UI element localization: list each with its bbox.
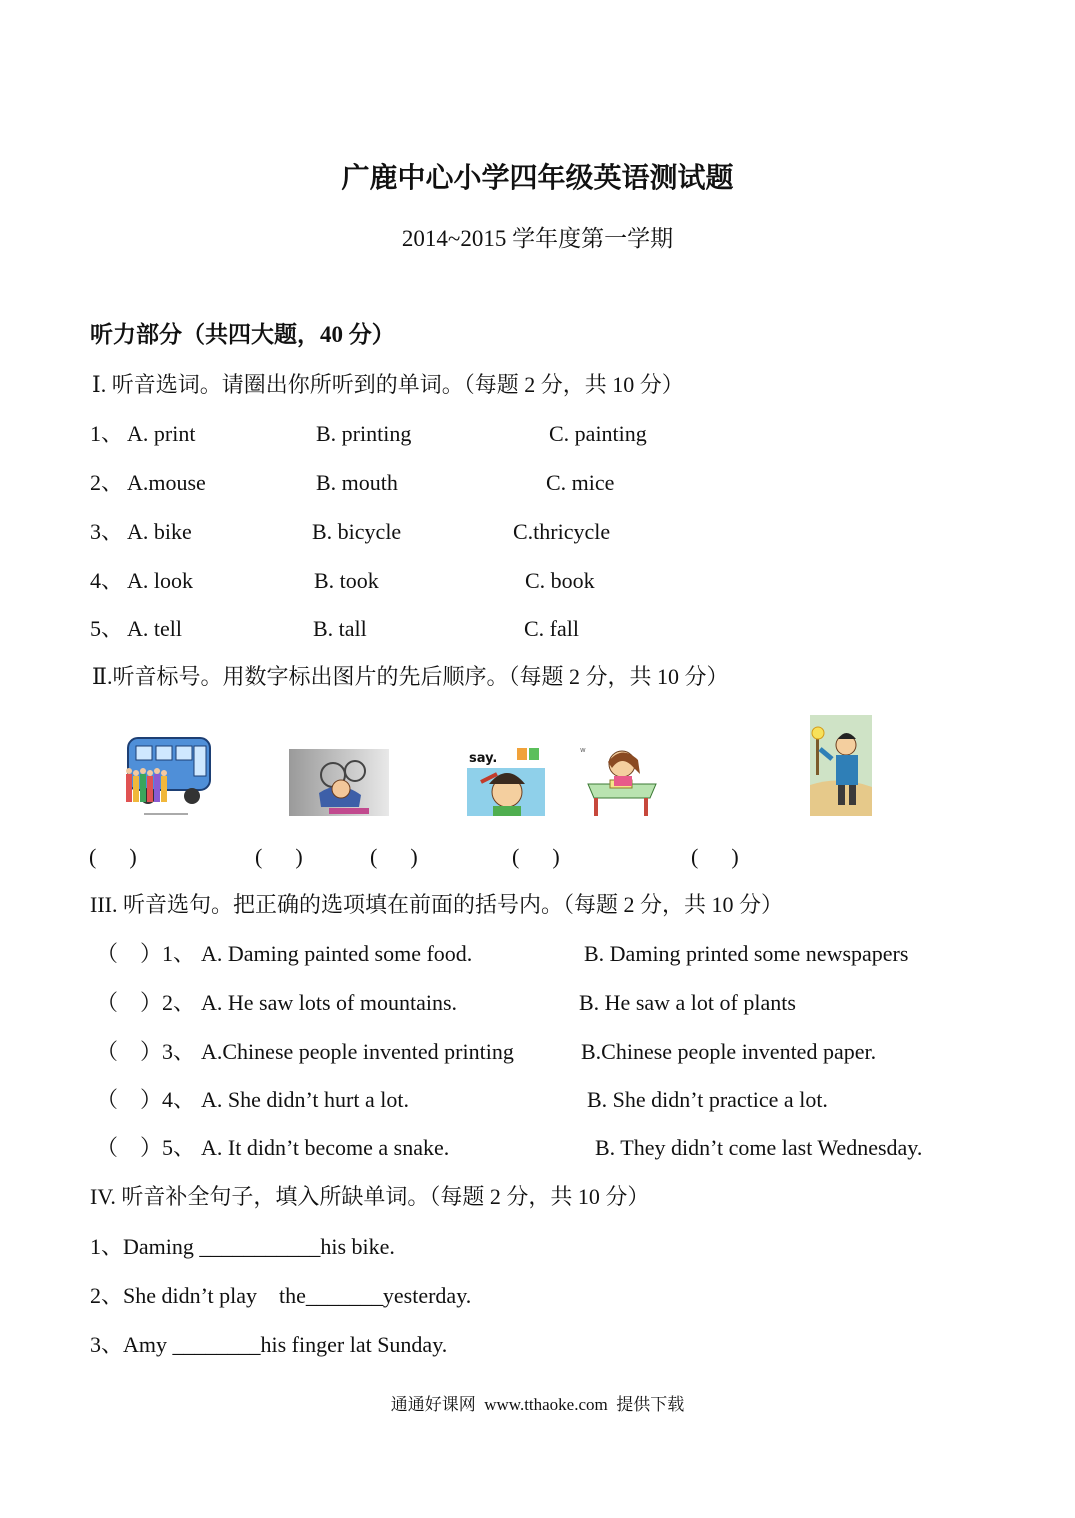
part3-option-a: A. It didn’t become a snake.	[201, 1135, 450, 1160]
part1-option-b: B. bicycle	[312, 519, 402, 544]
torch-man-picture	[810, 715, 872, 816]
part1-item-number: 4、	[90, 568, 124, 593]
bus-picture	[114, 724, 216, 816]
part3-item-prefix: （ ）4、	[96, 1087, 196, 1112]
part4-sentence: 1、Daming ___________his bike.	[90, 1234, 395, 1259]
order-bracket[interactable]: ( )	[512, 844, 560, 869]
part3-option-a: A.Chinese people invented printing	[201, 1039, 514, 1064]
part1-item-number: 3、	[90, 519, 124, 544]
part1-option-c: C. painting	[549, 421, 647, 446]
part3-option-b: B. She didn’t practice a lot.	[587, 1087, 828, 1112]
part4-sentence: 2、She didn’t play the_______yesterday.	[90, 1283, 472, 1308]
part3-item-prefix: （ ）5、	[96, 1135, 196, 1160]
part1-option-a: A. bike	[127, 519, 192, 544]
part1-option-b: B. tall	[313, 616, 367, 641]
svg-text:w: w	[580, 746, 586, 754]
part4-heading: IV. 听音补全句子，填入所缺单词。（每题 2 分，共 10 分）	[90, 1184, 650, 1209]
part1-option-a: A.mouse	[127, 470, 206, 495]
part1-item-number: 2、	[90, 470, 124, 495]
part3-option-a: A. She didn’t hurt a lot.	[201, 1087, 409, 1112]
part3-option-b: B. He saw a lot of plants	[579, 990, 796, 1015]
part1-option-a: A. tell	[127, 616, 182, 641]
part3-option-b: B. Daming printed some newspapers	[584, 941, 909, 966]
part1-option-b: B. printing	[316, 421, 412, 446]
part3-option-a: A. Daming painted some food.	[201, 941, 473, 966]
part1-item-number: 1、	[90, 421, 124, 446]
order-bracket[interactable]: ( )	[255, 844, 303, 869]
part3-heading: III. 听音选句。把正确的选项填在前面的括号内。（每题 2 分，共 10 分）	[90, 892, 783, 917]
part1-option-a: A. look	[127, 568, 193, 593]
page-footer: 通通好课网 www.tthaoke.com 提供下载	[390, 1395, 685, 1414]
part1-option-c: C. mice	[546, 470, 615, 495]
page-title: 广鹿中心小学四年级英语测试题	[341, 163, 734, 194]
part1-heading: Ⅰ. 听音选词。请圈出你所听到的单词。（每题 2 分，共 10 分）	[92, 372, 684, 397]
part1-option-b: B. mouth	[316, 470, 398, 495]
writing-girl-picture	[580, 744, 662, 816]
part1-option-b: B. took	[314, 568, 379, 593]
order-bracket[interactable]: ( )	[691, 844, 739, 869]
part3-option-b: B.Chinese people invented paper.	[581, 1039, 877, 1064]
order-bracket[interactable]: ( )	[370, 844, 418, 869]
bike-fall-picture	[289, 749, 389, 816]
part1-option-c: C. book	[525, 568, 595, 593]
part3-item-prefix: （ ）2、	[96, 990, 196, 1015]
say-caption: say.	[469, 751, 498, 766]
part1-option-c: C.thricycle	[513, 519, 611, 544]
part1-option-c: C. fall	[524, 616, 579, 641]
part3-item-prefix: （ ）1、	[96, 941, 196, 966]
part4-sentence: 3、Amy ________his finger lat Sunday.	[90, 1332, 448, 1357]
part2-heading: Ⅱ.听音标号。用数字标出图片的先后顺序。（每题 2 分，共 10 分）	[92, 664, 729, 689]
part3-option-a: A. He saw lots of mountains.	[201, 990, 458, 1015]
part1-option-a: A. print	[127, 421, 196, 446]
listening-section-header: 听力部分（共四大题，40 分）	[90, 322, 395, 347]
say-picture	[467, 744, 545, 816]
part1-item-number: 5、	[90, 616, 124, 641]
order-bracket[interactable]: ( )	[89, 844, 137, 869]
part3-item-prefix: （ ）3、	[96, 1039, 196, 1064]
page-subtitle: 2014~2015 学年度第一学期	[401, 226, 674, 251]
part3-option-b: B. They didn’t come last Wednesday.	[595, 1135, 923, 1160]
